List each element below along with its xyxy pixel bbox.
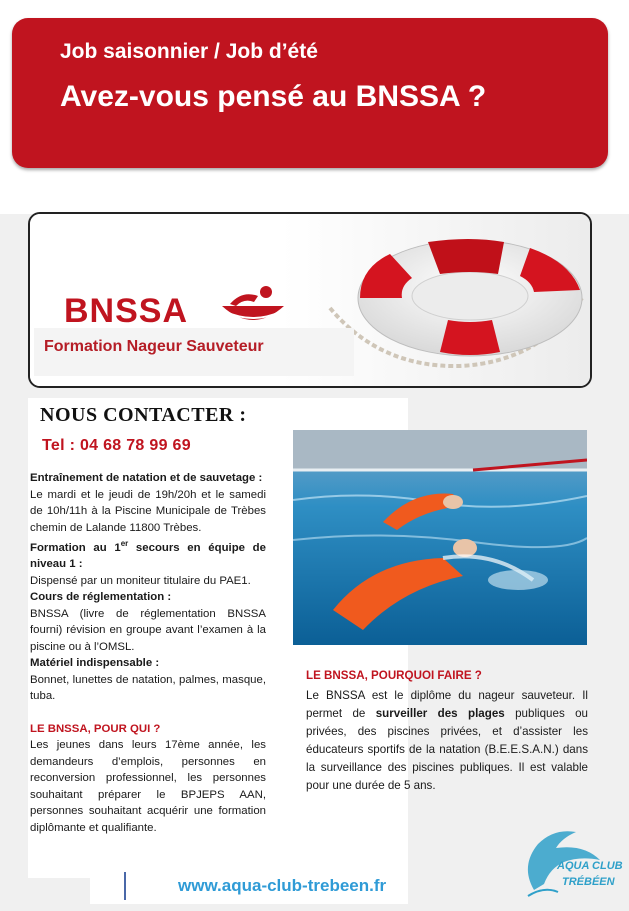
who-title: LE BNSSA, POUR QUI ?	[30, 722, 161, 735]
training-text: Le mardi et le jeudi de 19h/20h et le samedi de 10h/11h à la Piscine Municipale de Trèbes chemin de Lalande 11800 Trèbes.	[30, 488, 266, 534]
header-banner	[12, 18, 608, 168]
logo-line-2: TRÉBÉEN	[562, 876, 615, 888]
header-title: Avez-vous pensé au BNSSA ?	[60, 80, 487, 113]
equipment-heading: Matériel indispensable :	[30, 657, 160, 670]
first-aid-heading: Formation au 1er secours en équipe de niveau 1 :	[30, 539, 266, 571]
training-heading: Entraînement de natation et de sauvetage :	[30, 472, 263, 484]
bnssa-logo-text: BNSSA	[64, 292, 189, 330]
who-text: Les jeunes dans leurs 17ème année, les demandeurs d’emplois, personnes en reconversion professionnel, les personnes souhaitant préparer le BPJEPS AAN, personnes souhaitant acquérir une formation diplômante et qualifiante.	[30, 739, 266, 834]
pool-rescue-photo	[293, 430, 587, 645]
left-column-text	[30, 470, 266, 836]
rules-heading: Cours de réglementation :	[30, 591, 172, 604]
why-title: LE BNSSA, POURQUOI FAIRE ?	[306, 669, 482, 682]
swimmer-icon	[220, 282, 286, 328]
website-link[interactable]: www.aqua-club-trebeen.fr	[178, 876, 387, 895]
rules-text: BNSSA (livre de réglementation BNSSA fourni) révision en groupe avant l’examen à la piscine ou à l’OMSL.	[30, 607, 266, 653]
first-aid-text: Dispensé par un moniteur titulaire du PAE1.	[30, 574, 251, 587]
formation-label: Formation Nageur Sauveteur	[44, 338, 264, 355]
equipment-text: Bonnet, lunettes de natation, palmes, masque, tuba.	[30, 673, 266, 703]
phone-number: Tel : 04 68 78 99 69	[42, 437, 191, 454]
right-column-text	[306, 667, 588, 795]
footer-divider	[124, 872, 126, 900]
header-subtitle: Job saisonnier / Job d’été	[60, 40, 318, 63]
logo-line-1: AQUA CLUB	[557, 860, 623, 872]
lifebuoy-image	[320, 228, 588, 374]
contact-title: NOUS CONTACTER :	[40, 404, 247, 426]
why-text: Le BNSSA est le diplôme du nageur sauveteur. Il permet de surveiller des plages publiques ou privées, des piscines privées, et d’assister les éducateurs sportifs de la natation (B.E.E.S.A.N.) dans la surveillance des piscines publiques. Il est valable pour une durée de 5 ans.	[306, 689, 588, 792]
bnssa-banner	[28, 212, 592, 388]
